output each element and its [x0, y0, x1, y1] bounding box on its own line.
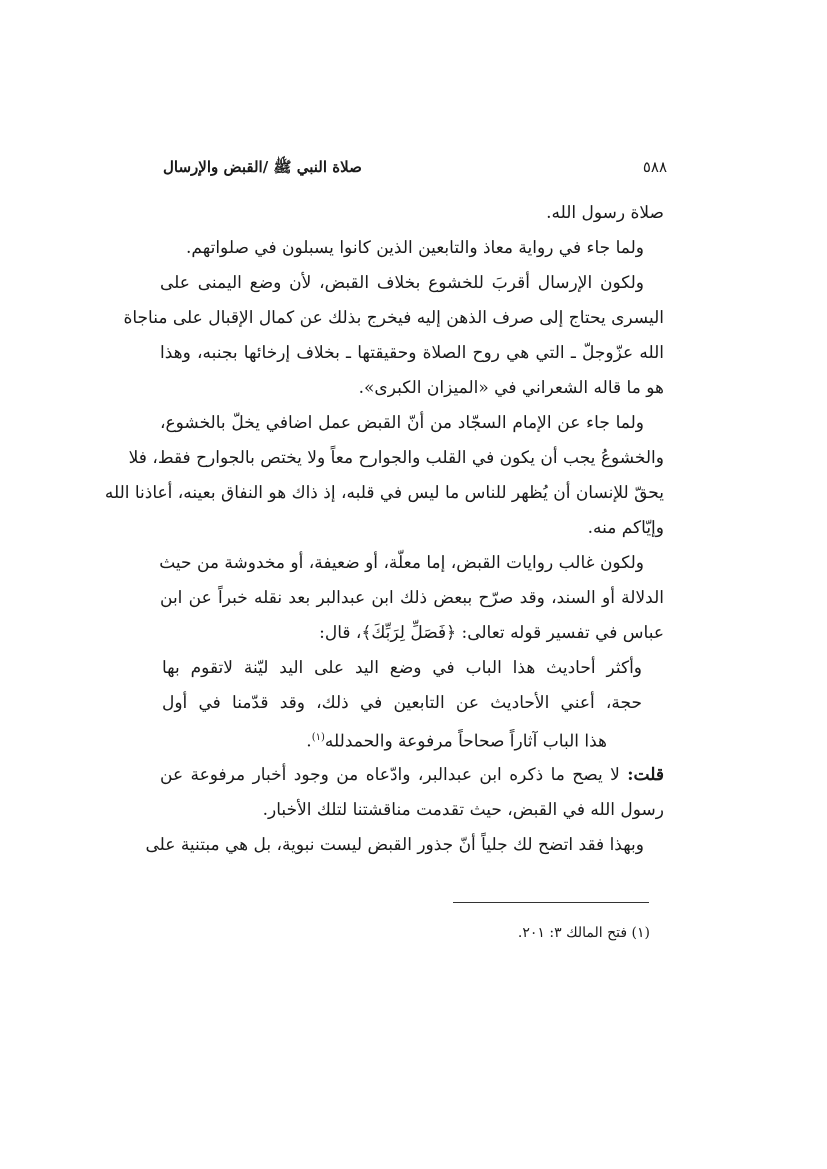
footnote-divider [453, 902, 649, 903]
quote-end: . [306, 731, 312, 752]
body-line: ولكون غالب روايات القبض، إما معلّة، أو ضعيفة، أو مخدوشة من حيث [159, 553, 644, 573]
body-line: عباس في تفسير قوله تعالى: ﴿فَصَلِّ لِرَبِّكَ﴾، قال: [319, 623, 664, 643]
body-line: ولما جاء عن الإمام السجّاد من أنّ القبض عمل اضافي يخلّ بالخشوع، [160, 413, 644, 433]
body-line: وبهذا فقد اتضح لك جلياً أنّ جذور القبض ليست نبوية، بل هي مبتنية على [145, 835, 644, 855]
body-line: يحقّ للإنسان أن يُظهر للناس ما ليس في قلبه، إذ ذاك هو النفاق بعينه، أعاذنا الله [104, 483, 664, 503]
body-line: صلاة رسول الله. [546, 203, 664, 223]
footnote-marker: (١) [311, 732, 325, 743]
body-line: رسول الله في القبض، حيث تقدمت مناقشتنا لتلك الأخبار. [262, 800, 664, 820]
quote-line: حجة، أعني الأحاديث عن التابعين في ذلك، وقد قدّمنا في أول [162, 693, 642, 713]
body-line [160, 762, 664, 788]
body-line: وإيّاكم منه. [587, 518, 664, 538]
body-line: ولكون الإرسال أقربَ للخشوع بخلاف القبض، لأن وضع اليمنى على [160, 273, 644, 293]
page-header [163, 152, 667, 182]
footnote: (١) فتح المالك ٣: ٢٠١. [517, 925, 650, 941]
page-number: ٥٨٨ [642, 158, 667, 176]
body-line: والخشوعُ يجب أن يكون في القلب والجوارح معاً ولا يختص بالجوارح فقط، فلا [128, 448, 664, 468]
qult-label: قلت: [627, 765, 664, 785]
quote-line: وأكثر أحاديث هذا الباب في وضع اليد على اليد ليّنة لاتقوم بها [162, 658, 642, 678]
quote-line [306, 725, 607, 755]
body-line: اليسرى يحتاج إلى صرف الذهن إليه فيخرج بذلك عن كمال الإقبال على مناجاة [123, 308, 664, 328]
body-line: ولما جاء في رواية معاذ والتابعين الذين كانوا يسبلون في صلواتهم. [186, 238, 644, 258]
quote-text: هذا الباب آثاراً صحاحاً مرفوعة والحمدلله [324, 731, 607, 752]
body-line: هو ما قاله الشعراني في «الميزان الكبرى». [358, 378, 664, 398]
body-line: الدلالة أو السند، وقد صرّح ببعض ذلك ابن عبدالبر بعد نقله خبراً عن ابن [160, 588, 664, 608]
running-title: صلاة النبي ﷺ /القبض والإرسال [163, 158, 362, 176]
body-line: الله عزّوجلّ ـ التي هي روح الصلاة وحقيقتها ـ بخلاف إرخائها بجنبه، وهذا [160, 343, 664, 363]
body-text: لا يصح ما ذكره ابن عبدالبر، وادّعاه من وجود أخبار مرفوعة عن [160, 765, 628, 785]
